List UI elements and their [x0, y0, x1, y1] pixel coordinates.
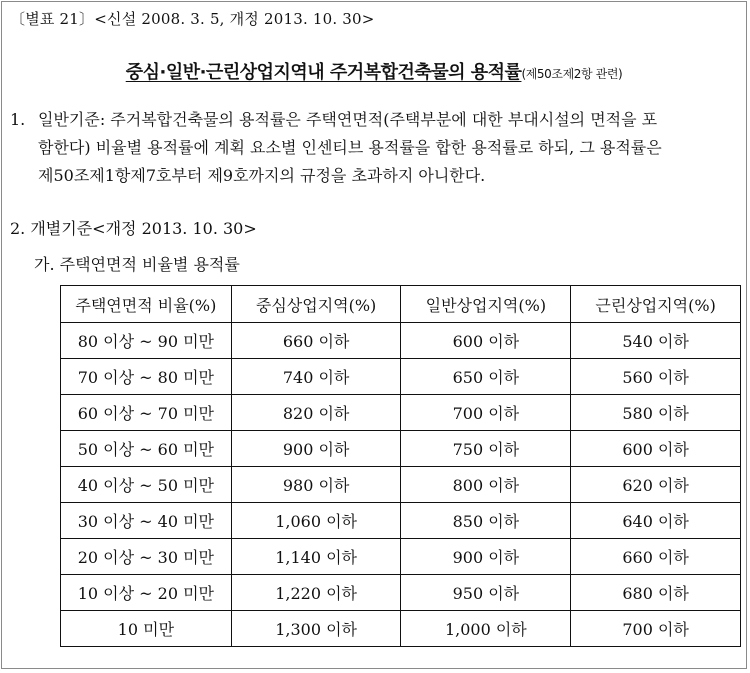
document-title: [2, 58, 746, 84]
attachment-reference: 〔별표 21〕<신설 2008. 3. 5, 개정 2013. 10. 30>: [10, 10, 375, 28]
cell-neighborhood: 580 이하: [571, 395, 741, 431]
cell-general: 950 이하: [401, 575, 571, 611]
cell-central: 900 이하: [231, 431, 401, 467]
cell-central: 1,060 이하: [231, 503, 401, 539]
table-row: [61, 539, 741, 575]
table-row: [61, 503, 741, 539]
header-general-commercial: 일반상업지역(%): [401, 286, 571, 323]
cell-housing-ratio: 40 이상 ~ 50 미만: [61, 467, 232, 503]
table-row: [61, 323, 741, 359]
cell-housing-ratio: 60 이상 ~ 70 미만: [61, 395, 232, 431]
floor-area-ratio-table: [60, 285, 741, 647]
table-row: [61, 359, 741, 395]
cell-central: 820 이하: [231, 395, 401, 431]
section-1-number: 1.: [10, 110, 26, 129]
cell-housing-ratio: 30 이상 ~ 40 미만: [61, 503, 232, 539]
cell-housing-ratio: 10 이상 ~ 20 미만: [61, 575, 232, 611]
section-1-line-2: 함한다) 비율별 용적률에 계획 요소별 인센티브 용적률을 합한 용적률로 하되, 그 용적률은: [38, 138, 662, 157]
section-1-line-1: [10, 106, 736, 134]
cell-neighborhood: 700 이하: [571, 611, 741, 647]
cell-neighborhood: 640 이하: [571, 503, 741, 539]
cell-housing-ratio: 20 이상 ~ 30 미만: [61, 539, 232, 575]
table-header-row: [61, 286, 741, 323]
cell-general: 900 이하: [401, 539, 571, 575]
section-1-general-criteria: [10, 106, 736, 190]
header-neighborhood-commercial: 근린상업지역(%): [571, 286, 741, 323]
cell-housing-ratio: 50 이상 ~ 60 미만: [61, 431, 232, 467]
section-2-subheading: 가. 주택연면적 비율별 용적률: [34, 255, 240, 274]
cell-central: 660 이하: [231, 323, 401, 359]
table-row: [61, 431, 741, 467]
section-2-heading: 2. 개별기준<개정 2013. 10. 30>: [10, 219, 257, 238]
cell-general: 600 이하: [401, 323, 571, 359]
cell-central: 980 이하: [231, 467, 401, 503]
cell-neighborhood: 600 이하: [571, 431, 741, 467]
cell-housing-ratio: 80 이상 ~ 90 미만: [61, 323, 232, 359]
table-row: [61, 611, 741, 647]
header-central-commercial: 중심상업지역(%): [231, 286, 401, 323]
cell-neighborhood: 620 이하: [571, 467, 741, 503]
cell-general: 750 이하: [401, 431, 571, 467]
cell-general: 850 이하: [401, 503, 571, 539]
document-title-note: (제50조제2항 관련): [521, 67, 623, 81]
cell-housing-ratio: 70 이상 ~ 80 미만: [61, 359, 232, 395]
table-row: [61, 575, 741, 611]
cell-general: 800 이하: [401, 467, 571, 503]
cell-general: 1,000 이하: [401, 611, 571, 647]
cell-housing-ratio: 10 미만: [61, 611, 232, 647]
document-title-main: 중심·일반·근린상업지역내 주거복합건축물의 용적률: [125, 62, 522, 83]
cell-central: 740 이하: [231, 359, 401, 395]
cell-neighborhood: 680 이하: [571, 575, 741, 611]
cell-central: 1,300 이하: [231, 611, 401, 647]
cell-neighborhood: 540 이하: [571, 323, 741, 359]
header-housing-ratio: 주택연면적 비율(%): [61, 286, 232, 323]
cell-neighborhood: 560 이하: [571, 359, 741, 395]
section-1-line-1-text: 일반기준: 주거복합건축물의 용적률은 주택연면적(주택부분에 대한 부대시설의 면적을 포: [38, 110, 658, 129]
cell-general: 650 이하: [401, 359, 571, 395]
cell-central: 1,140 이하: [231, 539, 401, 575]
cell-neighborhood: 660 이하: [571, 539, 741, 575]
cell-general: 700 이하: [401, 395, 571, 431]
table-row: [61, 467, 741, 503]
document-page: [1, 1, 747, 669]
section-1-line-3: 제50조제1항제7호부터 제9호까지의 규정을 초과하지 아니한다.: [38, 166, 486, 185]
table-row: [61, 395, 741, 431]
cell-central: 1,220 이하: [231, 575, 401, 611]
